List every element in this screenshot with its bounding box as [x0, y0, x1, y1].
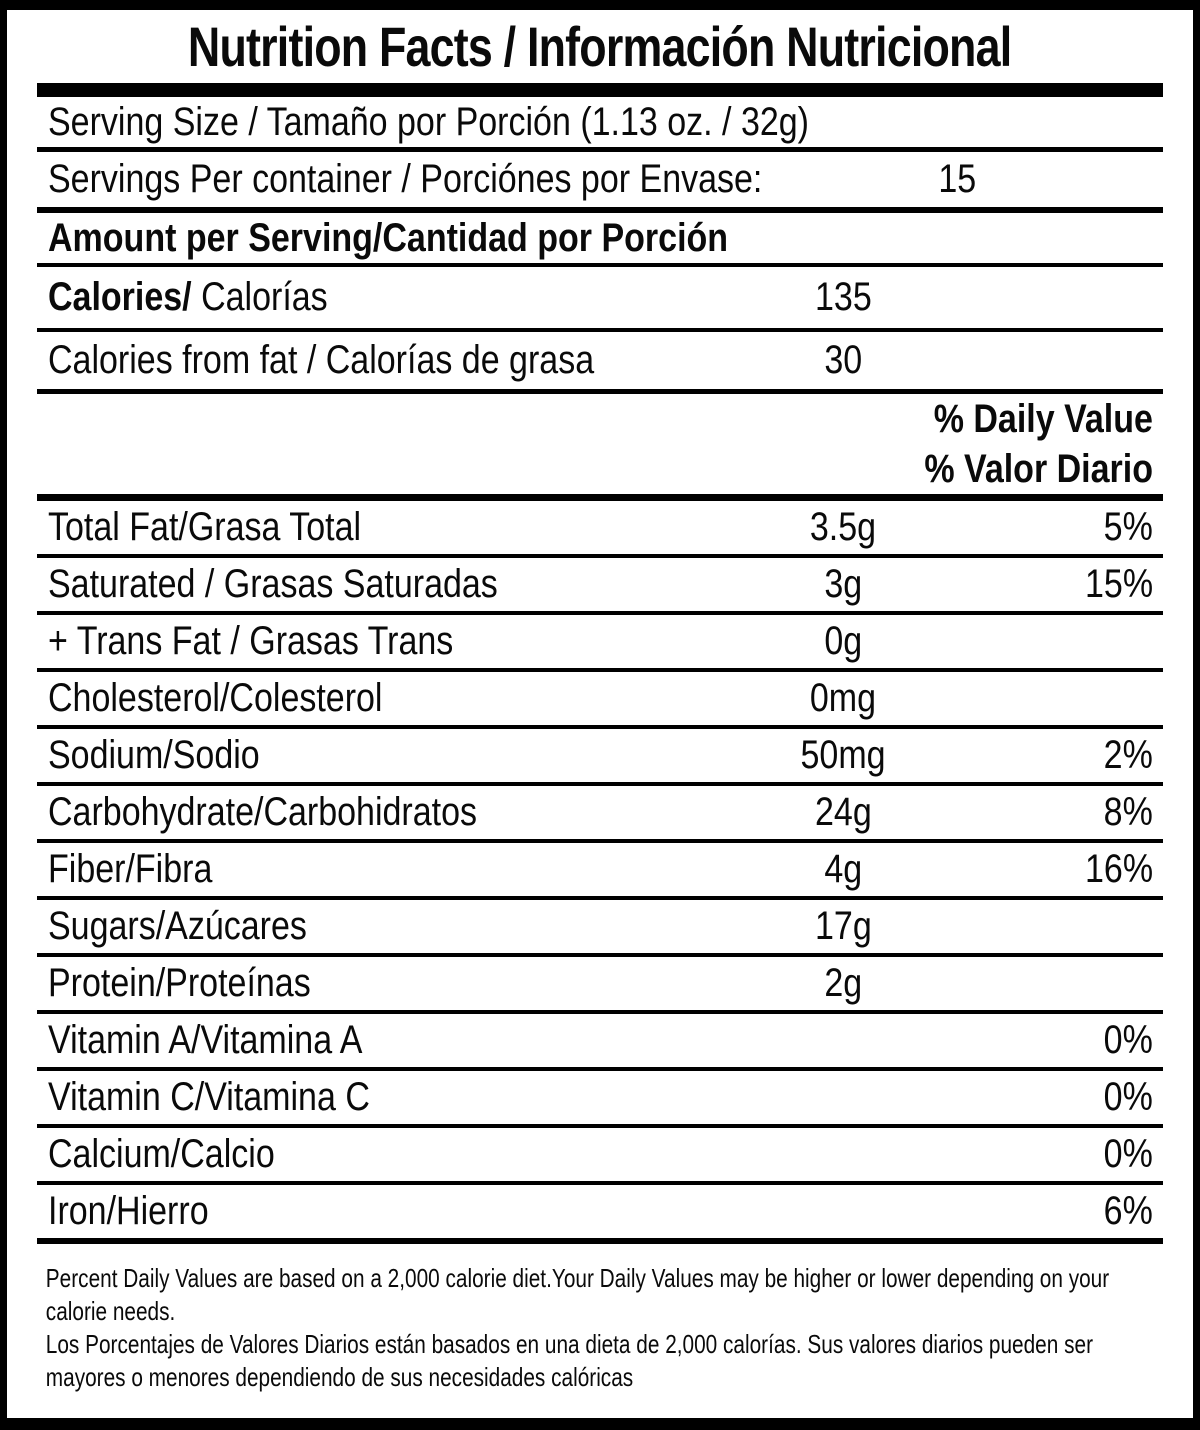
nutrient-amount: 24g: [814, 790, 872, 834]
nutrient-percent-cell: [953, 619, 1163, 664]
servings-label-text: Servings Per container / Porciónes por Envase:: [48, 157, 763, 201]
nutrient-amount: 17g: [814, 904, 872, 948]
footnote-en: Percent Daily Values are based on a 2,000 calorie diet.Your Daily Values may be higher or lower depending on your calorie needs.: [45, 1263, 1110, 1326]
servings-per-container-row: [37, 152, 1163, 213]
nutrient-label: Saturated / Grasas Saturadas: [48, 562, 498, 606]
nutrient-percent: 2%: [1103, 733, 1153, 777]
nutrient-row-calcium: [37, 1128, 1163, 1185]
serving-size-cell: [37, 100, 1163, 145]
nutrient-label: Total Fat/Grasa Total: [48, 505, 362, 549]
nutrient-percent-cell: [953, 1132, 1163, 1177]
calories-from-fat-label: Calories from fat / Calorías de grasa: [48, 338, 595, 382]
nutrient-label: + Trans Fat / Grasas Trans: [48, 619, 454, 663]
nutrient-amount: 4g: [824, 847, 862, 891]
nutrient-amount: 2g: [824, 961, 862, 1005]
nutrient-percent: 0%: [1103, 1132, 1153, 1176]
daily-value-header-en: % Daily Value: [933, 396, 1153, 441]
servings-value: 15: [938, 157, 977, 201]
nutrient-amount-cell: [733, 1018, 953, 1063]
label-body: [37, 97, 1163, 1394]
calories-row: [37, 267, 1163, 332]
nutrient-percent: 5%: [1103, 505, 1153, 549]
calories-from-fat-value: 30: [824, 338, 862, 382]
nutrient-label: Sugars/Azúcares: [48, 904, 307, 948]
label-header: [7, 10, 1193, 83]
nutrient-percent: 6%: [1103, 1189, 1153, 1233]
bottom-border-bar: [0, 1418, 1200, 1430]
nutrient-label-cell: [37, 505, 733, 550]
nutrient-percent-cell: [953, 961, 1163, 1006]
footnote: [37, 1262, 1166, 1394]
nutrient-amount-cell: [733, 1132, 953, 1177]
nutrient-amount-cell: [733, 562, 953, 607]
calories-from-fat-label-cell: [37, 338, 733, 383]
nutrient-label-cell: [37, 961, 733, 1006]
nutrient-percent-cell: [953, 562, 1163, 607]
nutrient-row-sodium: [37, 729, 1163, 786]
calories-from-fat-row: [37, 332, 1163, 394]
nutrient-amount-cell: [733, 619, 953, 664]
nutrient-amount-cell: [733, 961, 953, 1006]
nutrient-percent-cell: [953, 676, 1163, 721]
nutrient-label-cell: [37, 1018, 733, 1063]
servings-value-cell: [888, 157, 1027, 202]
nutrient-amount-cell: [733, 505, 953, 550]
nutrient-percent: 0%: [1103, 1075, 1153, 1119]
footnote-es: Los Porcentajes de Valores Diarios están basados en una dieta de 2,000 calorías. Sus valores diarios pueden ser mayores o menores dependiendo de sus necesidades calóricas: [45, 1329, 1093, 1392]
nutrient-amount-cell: [733, 1075, 953, 1120]
nutrient-row-vitamin-c: [37, 1071, 1163, 1128]
serving-size-row: [37, 97, 1163, 152]
amount-per-serving-heading: Amount per Serving/Cantidad por Porción: [48, 215, 729, 260]
nutrient-label-cell: [37, 562, 733, 607]
daily-value-header-block: [37, 394, 1163, 501]
nutrient-row-protein: [37, 957, 1163, 1014]
calories-label-en: Calories/: [48, 275, 192, 319]
nutrient-row-fiber: [37, 843, 1163, 900]
amount-per-serving-row: [37, 213, 1163, 267]
nutrient-row-trans-fat: [37, 615, 1163, 672]
nutrient-label-cell: [37, 676, 733, 721]
nutrient-percent: 15%: [1084, 562, 1153, 606]
nutrient-label-cell: [37, 1189, 733, 1234]
nutrient-amount-cell: [733, 847, 953, 892]
nutrient-percent-cell: [953, 1018, 1163, 1063]
nutrient-percent: 8%: [1103, 790, 1153, 834]
daily-value-header-es: % Valor Diario: [924, 446, 1153, 491]
nutrient-row-iron: [37, 1185, 1163, 1244]
nutrient-percent-cell: [953, 904, 1163, 949]
nutrient-amount: 3g: [824, 562, 862, 606]
nutrient-label-cell: [37, 1132, 733, 1177]
nutrient-row-vitamin-a: [37, 1014, 1163, 1071]
nutrient-row-carbohydrate: [37, 786, 1163, 843]
nutrient-percent-cell: [953, 790, 1163, 835]
nutrient-amount-cell: [733, 733, 953, 778]
nutrient-label-cell: [37, 619, 733, 664]
nutrient-amount-cell: [733, 1189, 953, 1234]
nutrient-amount: 0mg: [809, 676, 877, 720]
title-divider-bar: [37, 83, 1163, 97]
nutrient-amount: 50mg: [800, 733, 886, 777]
nutrient-label-cell: [37, 904, 733, 949]
calories-value: 135: [814, 275, 872, 319]
nutrient-row-saturated-fat: [37, 558, 1163, 615]
nutrient-label: Iron/Hierro: [48, 1189, 209, 1233]
nutrient-percent-cell: [953, 1075, 1163, 1120]
nutrient-row-cholesterol: [37, 672, 1163, 729]
amount-per-serving-cell: [37, 216, 1163, 261]
nutrient-percent: 16%: [1084, 847, 1153, 891]
calories-value-cell: [733, 275, 953, 320]
nutrient-row-total-fat: [37, 501, 1163, 558]
nutrient-percent: 0%: [1103, 1018, 1153, 1062]
nutrient-label: Vitamin C/Vitamina C: [48, 1075, 370, 1119]
nutrient-label-cell: [37, 733, 733, 778]
servings-label-cell: [37, 157, 888, 202]
calories-from-fat-value-cell: [733, 338, 953, 383]
calories-label: [48, 275, 328, 320]
nutrient-amount-cell: [733, 790, 953, 835]
nutrient-amount: 3.5g: [809, 505, 877, 549]
nutrient-label: Carbohydrate/Carbohidratos: [48, 790, 478, 834]
top-border-bar: [7, 0, 1193, 10]
nutrient-percent-cell: [953, 847, 1163, 892]
nutrient-label-cell: [37, 790, 733, 835]
nutrient-amount-cell: [733, 676, 953, 721]
nutrient-row-sugars: [37, 900, 1163, 957]
calories-label-cell: [37, 275, 733, 320]
page-title: Nutrition Facts / Información Nutricional: [188, 15, 1012, 78]
nutrient-label: Fiber/Fibra: [48, 847, 213, 891]
nutrient-amount: 0g: [824, 619, 862, 663]
nutrient-label: Protein/Proteínas: [48, 961, 311, 1005]
nutrient-label-cell: [37, 847, 733, 892]
serving-size-text: Serving Size / Tamaño por Porción (1.13 oz. / 32g): [48, 99, 810, 144]
nutrient-percent-cell: [953, 1189, 1163, 1234]
nutrient-percent-cell: [953, 733, 1163, 778]
nutrient-amount-cell: [733, 904, 953, 949]
nutrient-percent-cell: [953, 505, 1163, 550]
nutrient-label: Cholesterol/Colesterol: [48, 676, 383, 720]
nutrient-label: Vitamin A/Vitamina A: [48, 1018, 363, 1062]
nutrient-label-cell: [37, 1075, 733, 1120]
nutrient-label: Calcium/Calcio: [48, 1132, 275, 1176]
calories-label-es: Calorías: [191, 275, 328, 319]
nutrient-label: Sodium/Sodio: [48, 733, 260, 777]
